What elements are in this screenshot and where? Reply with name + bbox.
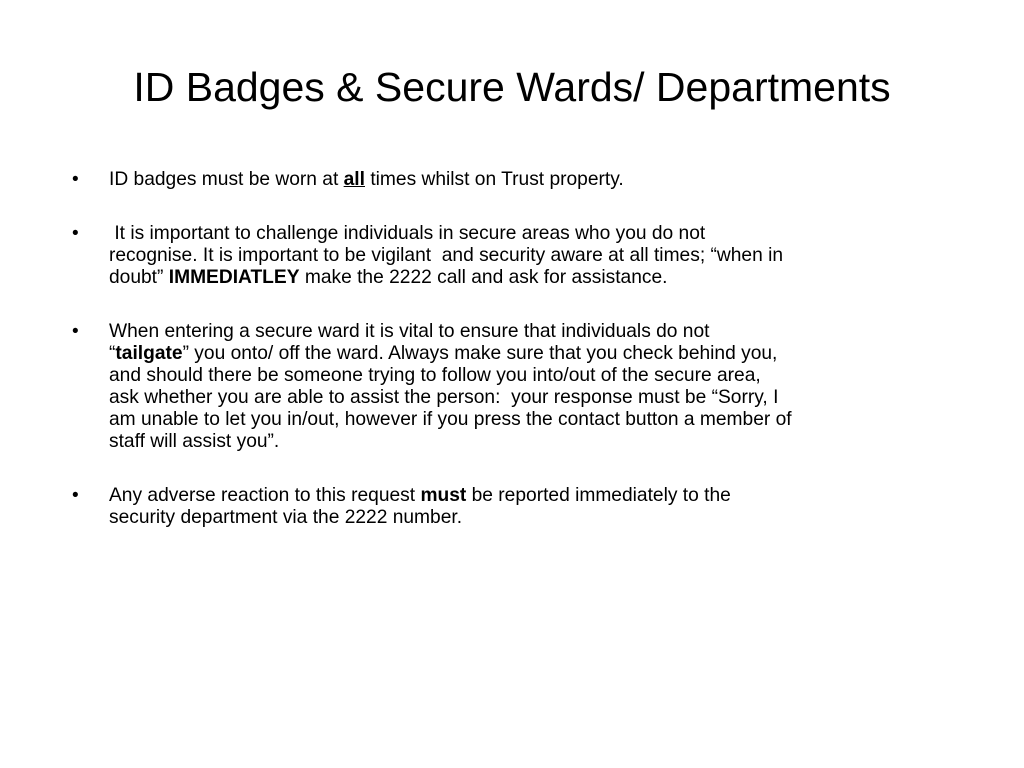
bullet-line: [109, 507, 932, 529]
text-run: doubt”: [109, 267, 169, 288]
text-run: ” you onto/ off the ward. Always make sure that you check behind you,: [182, 343, 778, 364]
bullet-item: [72, 321, 932, 453]
bullet-line: [109, 409, 932, 431]
emphasis-run: must: [420, 485, 467, 506]
bullet-line: [109, 245, 932, 267]
slide-title: ID Badges & Secure Wards/ Departments: [133, 64, 891, 110]
bullet-line: [109, 431, 932, 453]
bullet-text: [109, 169, 932, 191]
bullet-dot: •: [72, 321, 79, 342]
bullet-list: [72, 169, 932, 561]
bullet-item: [72, 223, 932, 289]
emphasis-run: tailgate: [115, 343, 183, 364]
text-run: recognise. It is important to be vigilant and security aware at all times; “when in: [109, 245, 784, 266]
bullet-dot: •: [72, 223, 79, 244]
bullet-line: [109, 169, 932, 191]
bullet-line: [109, 223, 932, 245]
text-run: am unable to let you in/out, however if you press the contact button a member of: [109, 409, 792, 430]
text-run: “: [109, 343, 116, 364]
bullet-item: [72, 485, 932, 529]
bullet-line: [109, 343, 932, 365]
text-run: ID badges must be worn at: [109, 169, 344, 190]
emphasis-run: all: [343, 169, 365, 190]
bullet-text: [109, 321, 932, 453]
bullet-line: [109, 365, 932, 387]
bullet-dot: •: [72, 169, 79, 190]
text-run: staff will assist you”.: [109, 431, 280, 452]
text-run: Any adverse reaction to this request: [109, 485, 421, 506]
text-run: be reported immediately to the: [466, 485, 731, 506]
text-run: It is important to challenge individuals in secure areas who you do not: [109, 223, 706, 244]
bullet-item: [72, 169, 932, 191]
text-run: make the 2222 call and ask for assistance.: [299, 267, 668, 288]
text-run: security department via the 2222 number.: [109, 507, 463, 528]
bullet-line: [109, 485, 932, 507]
bullet-line: [109, 387, 932, 409]
text-run: When entering a secure ward it is vital to ensure that individuals do not: [109, 321, 710, 342]
bullet-text: [109, 223, 932, 289]
text-run: and should there be someone trying to follow you into/out of the secure area,: [109, 365, 761, 386]
bullet-line: [109, 267, 932, 289]
emphasis-run: IMMEDIATLEY: [168, 267, 300, 288]
bullet-dot: •: [72, 485, 79, 506]
text-run: ask whether you are able to assist the person: your response must be “Sorry, I: [109, 387, 779, 408]
text-run: times whilst on Trust property.: [364, 169, 624, 190]
bullet-text: [109, 485, 932, 529]
bullet-line: [109, 321, 932, 343]
